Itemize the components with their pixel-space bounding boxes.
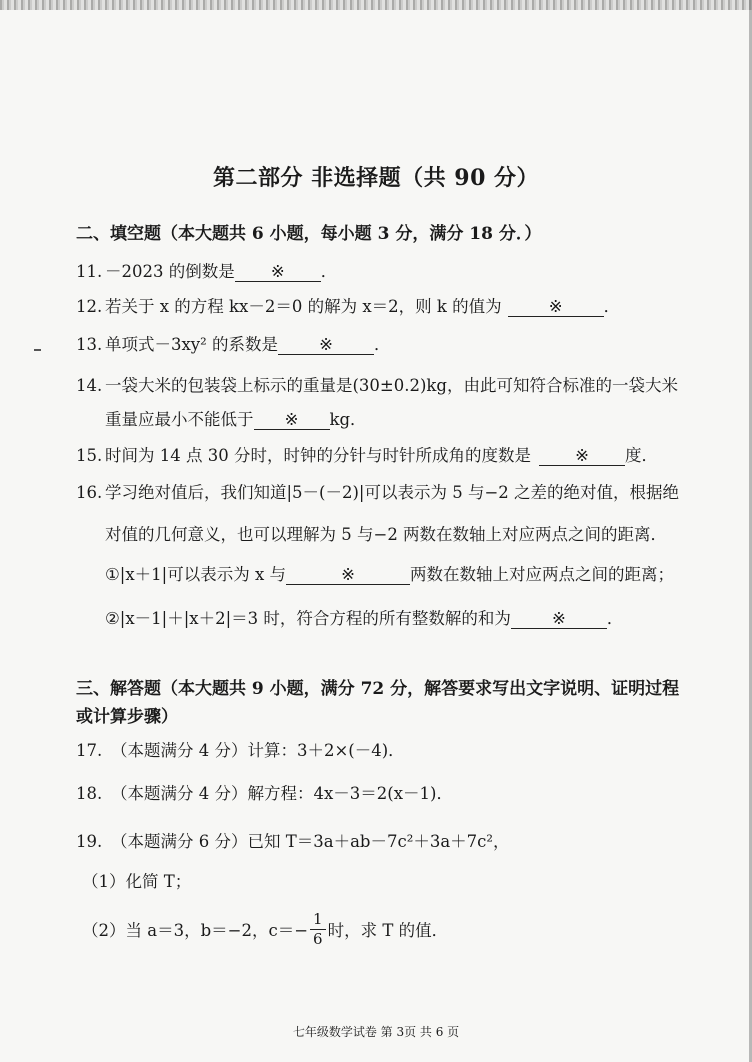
fraction-denominator: 6 <box>313 929 323 948</box>
question-14-line2 <box>105 406 367 430</box>
question-number: 16. <box>76 483 103 502</box>
answer-blank: ※ <box>286 566 410 585</box>
question-text-end: 度． <box>624 446 658 465</box>
fraction-numerator: 1 <box>310 910 326 930</box>
question-16-part2 <box>105 605 623 629</box>
question-18 <box>76 780 453 804</box>
question-19-part2 <box>82 905 448 953</box>
question-number: 12. <box>76 297 103 316</box>
question-number: 13. <box>76 335 103 354</box>
answer-blank: ※ <box>254 411 330 430</box>
question-text-end: ． <box>320 262 338 281</box>
question-text: （本题满分 4 分）解方程：4x－3＝2(x－1)． <box>111 784 453 803</box>
question-19-part1: （1）化简 T； <box>82 872 192 891</box>
question-text-end: ． <box>603 297 621 316</box>
answer-blank: ※ <box>235 263 321 282</box>
question-text-end: kg． <box>329 410 367 429</box>
question-number: 15. <box>76 446 103 465</box>
question-13 <box>76 331 390 355</box>
answer-blank: ※ <box>511 610 607 629</box>
question-text-end: ． <box>606 609 624 628</box>
question-12 <box>76 293 620 317</box>
question-number: 14. <box>76 376 103 395</box>
question-17 <box>76 737 405 761</box>
question-text-end: ． <box>373 335 391 354</box>
question-number: 19. <box>76 832 103 851</box>
section-solve-heading: 三、解答题（本大题共 9 小题，满分 72 分，解答要求写出文字说明、证明过程 <box>76 679 680 699</box>
section-solve-heading-line2: 或计算步骤） <box>76 707 178 727</box>
question-16 <box>76 479 679 503</box>
question-number: 18. <box>76 784 103 803</box>
question-text: （2）当 a＝3，b＝−2，c＝− <box>82 921 309 940</box>
question-text: 重量应最小不能低于 <box>105 410 254 429</box>
answer-blank: ※ <box>278 336 374 355</box>
question-15 <box>76 442 658 466</box>
question-16-line2: 对值的几何意义，也可以理解为 5 与−2 两数在数轴上对应两点之间的距离． <box>105 525 668 544</box>
question-text-end: 时，求 T 的值． <box>327 921 449 940</box>
answer-blank: ※ <box>508 298 604 317</box>
question-text: 一袋大米的包装袋上标示的重量是(30±0.2)kg，由此可知符合标准的一袋大米 <box>105 376 678 395</box>
question-text: ②|x－1|＋|x＋2|＝3 时，符合方程的所有整数解的和为 <box>105 609 511 628</box>
answer-blank: ※ <box>539 447 625 466</box>
question-text: 若关于 x 的方程 kx－2＝0 的解为 x＝2，则 k 的值为 <box>105 297 502 316</box>
question-number: 17. <box>76 741 103 760</box>
fraction <box>310 910 326 949</box>
question-text: －2023 的倒数是 <box>105 262 235 281</box>
scan-top-edge <box>0 0 752 10</box>
question-text: 单项式－3xy² 的系数是 <box>105 335 278 354</box>
question-text: （本题满分 4 分）计算：3＋2×(－4)． <box>111 741 405 760</box>
question-number: 11. <box>76 262 103 281</box>
question-text: 学习绝对值后，我们知道|5－(－2)|可以表示为 5 与−2 之差的绝对值，根据绝 <box>105 483 680 502</box>
question-text-end: 两数在数轴上对应两点之间的距离； <box>410 565 675 584</box>
question-text: ①|x＋1|可以表示为 x 与 <box>105 565 287 584</box>
question-text: （本题满分 6 分）已知 T＝3a＋ab－7c²＋3a＋7c²， <box>111 832 510 851</box>
scan-mark <box>34 349 41 351</box>
question-16-part1 <box>105 561 674 585</box>
question-text: 时间为 14 点 30 分时，时钟的分针与时针所成角的度数是 <box>105 446 531 465</box>
question-11 <box>76 258 337 282</box>
question-14 <box>76 372 678 396</box>
question-19 <box>76 828 510 852</box>
page-footer: 七年级数学试卷 第 3页 共 6 页 <box>292 1025 460 1039</box>
section-fill-blank-heading: 二、填空题（本大题共 6 小题，每小题 3 分，满分 18 分．） <box>76 224 542 244</box>
page-title: 第二部分 非选择题（共 90 分） <box>212 165 540 191</box>
